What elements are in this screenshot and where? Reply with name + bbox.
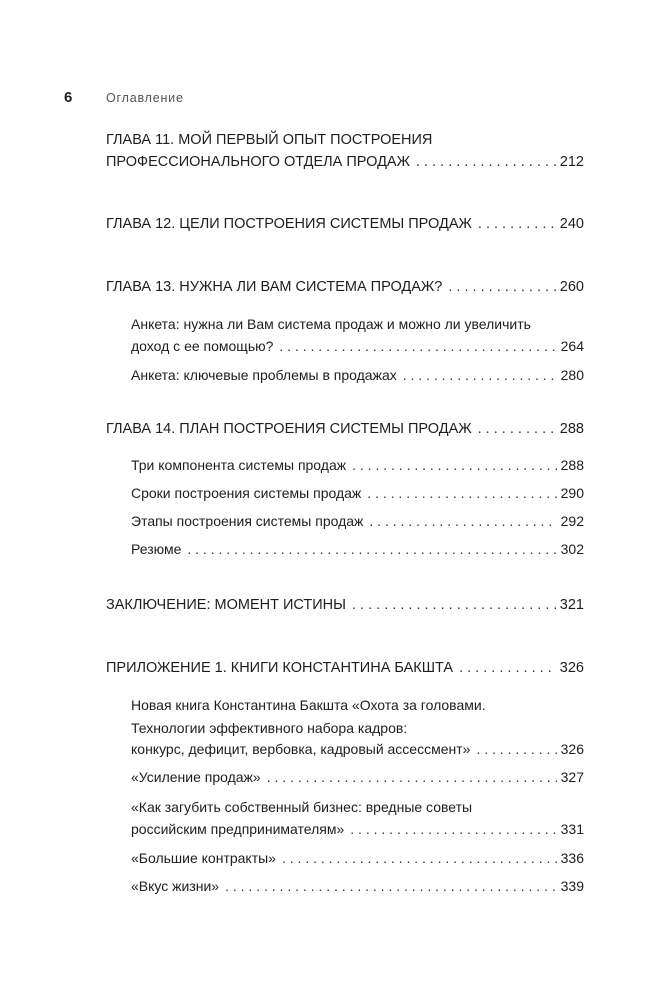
- chapter-title: ГЛАВА 14. ПЛАН ПОСТРОЕНИЯ СИСТЕМЫ ПРОДАЖ: [106, 421, 472, 437]
- page-number: 6: [64, 89, 73, 106]
- toc-entry-chapter-14: [106, 421, 584, 443]
- toc-entry-section: [131, 541, 584, 563]
- section-title: «Вкус жизни»: [131, 878, 220, 894]
- page-ref: 260: [559, 279, 584, 295]
- toc-entry-appendix-1: [106, 660, 584, 682]
- page-ref: 336: [560, 850, 584, 866]
- toc-entry-conclusion: [106, 597, 584, 619]
- dot-leader: [267, 769, 557, 785]
- page-ref: 302: [560, 541, 584, 557]
- chapter-11-title-line1: ГЛАВА 11. МОЙ ПЕРВЫЙ ОПЫТ ПОСТРОЕНИЯ: [106, 132, 433, 148]
- page-ref: 212: [559, 154, 584, 170]
- toc-entry-section: [131, 821, 584, 843]
- toc-entry-section: [131, 741, 584, 763]
- section-title: «Усиление продаж»: [131, 769, 261, 785]
- toc-entry-section: [131, 457, 584, 479]
- dot-leader: [225, 878, 557, 894]
- section-title: Сроки построения системы продаж: [131, 485, 362, 501]
- page-ref: 240: [559, 216, 584, 232]
- dot-leader: [403, 367, 557, 383]
- dot-leader: [367, 485, 556, 501]
- dot-leader: [350, 821, 556, 837]
- section-title: Анкета: ключевые проблемы в продажах: [131, 367, 397, 383]
- toc-entry-chapter-13: [106, 279, 584, 301]
- section-title: Три компонента системы продаж: [131, 457, 347, 473]
- section-title: Этапы построения системы продаж: [131, 513, 364, 529]
- dot-leader: [478, 421, 556, 437]
- page-ref: 326: [560, 741, 584, 757]
- chapter-title: ГЛАВА 13. НУЖНА ЛИ ВАМ СИСТЕМА ПРОДАЖ?: [106, 279, 443, 295]
- section-title-line1: Новая книга Константина Бакшта «Охота за головами.: [131, 697, 486, 713]
- chapter-title: ПРИЛОЖЕНИЕ 1. КНИГИ КОНСТАНТИНА БАКШТА: [106, 660, 454, 676]
- dot-leader: [416, 154, 556, 170]
- page-ref: 321: [559, 597, 584, 613]
- page-ref: 339: [560, 878, 584, 894]
- dot-leader: [282, 850, 557, 866]
- section-title-line1: Анкета: нужна ли Вам система продаж и можно ли увеличить: [131, 316, 531, 332]
- toc-entry-chapter-12: [106, 216, 584, 238]
- page-ref: 290: [560, 485, 584, 501]
- page-ref: 288: [560, 457, 584, 473]
- section-title-line1: «Как загубить собственный бизнес: вредные советы: [131, 799, 473, 815]
- dot-leader: [352, 597, 556, 613]
- page-ref: 327: [560, 769, 584, 785]
- page-ref: 288: [559, 421, 584, 437]
- toc-entry-section: [131, 850, 584, 872]
- toc-entry-section: [131, 513, 584, 535]
- chapter-title: ЗАКЛЮЧЕНИЕ: МОМЕНТ ИСТИНЫ: [106, 597, 346, 613]
- chapter-title: ГЛАВА 12. ЦЕЛИ ПОСТРОЕНИЯ СИСТЕМЫ ПРОДАЖ: [106, 216, 472, 232]
- page-ref: 280: [560, 367, 584, 383]
- page-ref: 264: [560, 338, 584, 354]
- section-title: «Большие контракты»: [131, 850, 276, 866]
- toc-entry-section: [131, 338, 584, 360]
- page-ref: 331: [560, 821, 584, 837]
- section-title-line2: российским предпринимателям»: [131, 821, 345, 837]
- section-title-line2: доход с ее помощью?: [131, 338, 274, 354]
- toc-entry-section: [131, 485, 584, 507]
- dot-leader: [448, 279, 555, 295]
- dot-leader: [459, 660, 556, 676]
- toc-entry-chapter-11: [106, 154, 584, 176]
- dot-leader: [478, 216, 556, 232]
- dot-leader: [369, 513, 556, 529]
- page-ref: 326: [559, 660, 584, 676]
- section-title-line3: конкурс, дефицит, вербовка, кадровый ассессмент»: [131, 741, 471, 757]
- dot-leader: [352, 457, 557, 473]
- dot-leader: [187, 541, 556, 557]
- section-title: Резюме: [131, 541, 182, 557]
- running-head: Оглавление: [106, 91, 184, 105]
- chapter-11-title-line2: ПРОФЕССИОНАЛЬНОГО ОТДЕЛА ПРОДАЖ: [106, 154, 410, 170]
- page-ref: 292: [560, 513, 584, 529]
- dot-leader: [476, 741, 556, 757]
- section-title-line2: Технологии эффективного набора кадров:: [131, 720, 408, 736]
- toc-entry-section: [131, 769, 584, 791]
- toc-entry-section: [131, 367, 584, 389]
- toc-entry-section: [131, 878, 584, 900]
- dot-leader: [279, 338, 556, 354]
